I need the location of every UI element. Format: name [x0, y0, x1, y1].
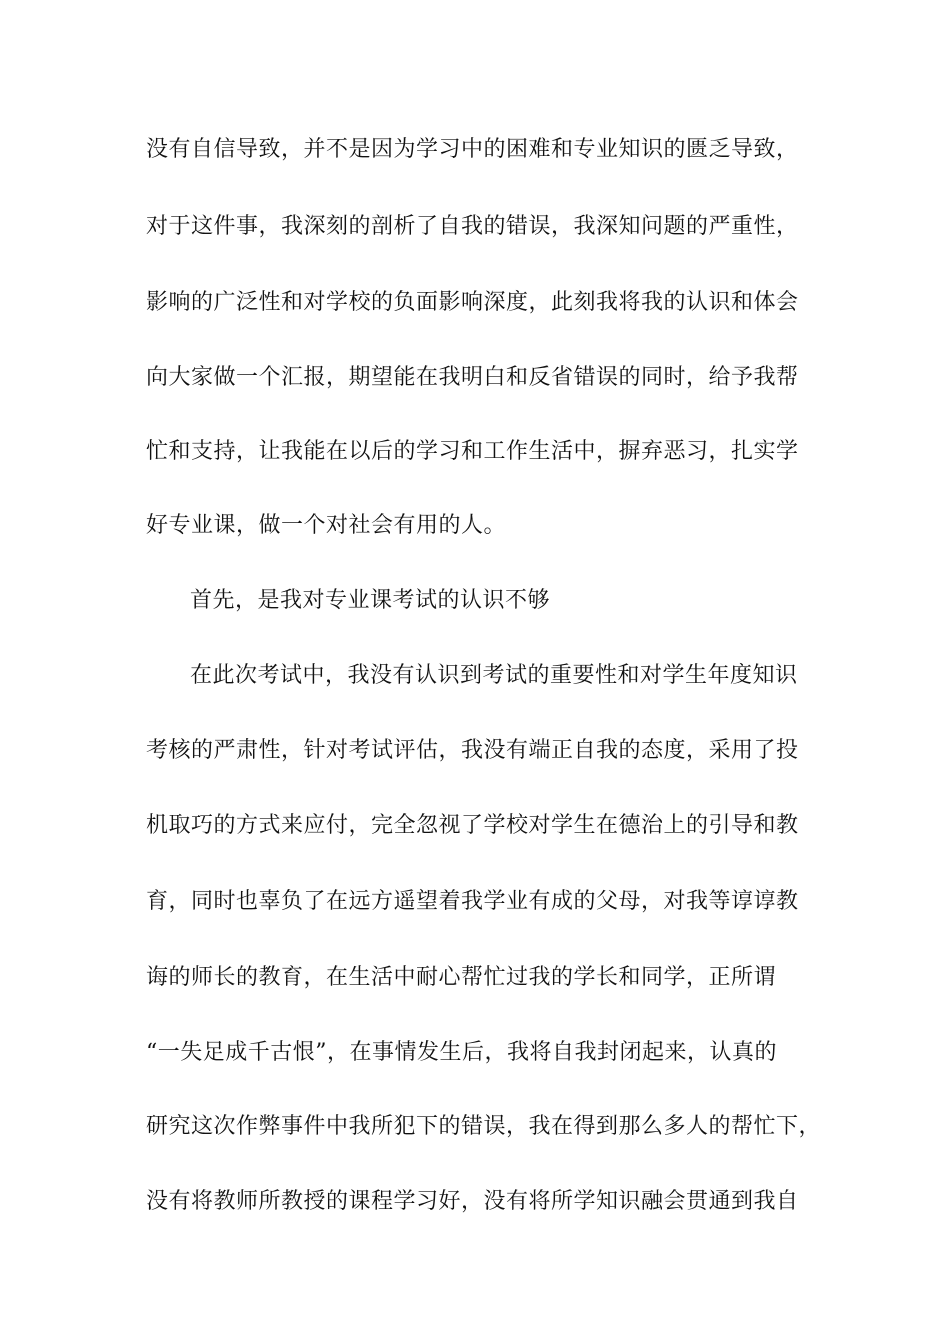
text-line: 好专业课，做一个对社会有用的人。: [146, 513, 507, 538]
text-line: 在此次考试中，我没有认识到考试的重要性和对学生年度知识: [190, 663, 798, 688]
text-line: 机取巧的方式来应付，完全忽视了学校对学生在德治上的引导和教: [146, 813, 799, 838]
text-line: 忙和支持，让我能在以后的学习和工作生活中，摒弃恶习，扎实学: [146, 439, 799, 464]
text-line: 没有自信导致，并不是因为学习中的困难和专业知识的匮乏导致，: [146, 137, 799, 162]
text-line: 向大家做一个汇报，期望能在我明白和反省错误的同时，给予我帮: [146, 365, 799, 390]
text-line: 育，同时也辜负了在远方遥望着我学业有成的父母，对我等谆谆教: [146, 889, 799, 914]
text-line: 影响的广泛性和对学校的负面影响深度，此刻我将我的认识和体会: [146, 290, 799, 315]
text-line: 诲的师长的教育，在生活中耐心帮忙过我的学长和同学，正所谓: [146, 965, 777, 990]
text-line: 研究这次作弊事件中我所犯下的错误，我在得到那么多人的帮忙下，: [146, 1114, 822, 1139]
text-line: 对于这件事，我深刻的剖析了自我的错误，我深知问题的严重性，: [146, 214, 799, 239]
text-line: 考核的严肃性，针对考试评估，我没有端正自我的态度，采用了投: [146, 738, 799, 763]
text-line: “一失足成千古恨”，在事情发生后，我将自我封闭起来，认真的: [146, 1040, 777, 1065]
section-heading: 首先，是我对专业课考试的认识不够: [190, 588, 551, 613]
text-line: 没有将教师所教授的课程学习好，没有将所学知识融会贯通到我自: [146, 1189, 799, 1214]
